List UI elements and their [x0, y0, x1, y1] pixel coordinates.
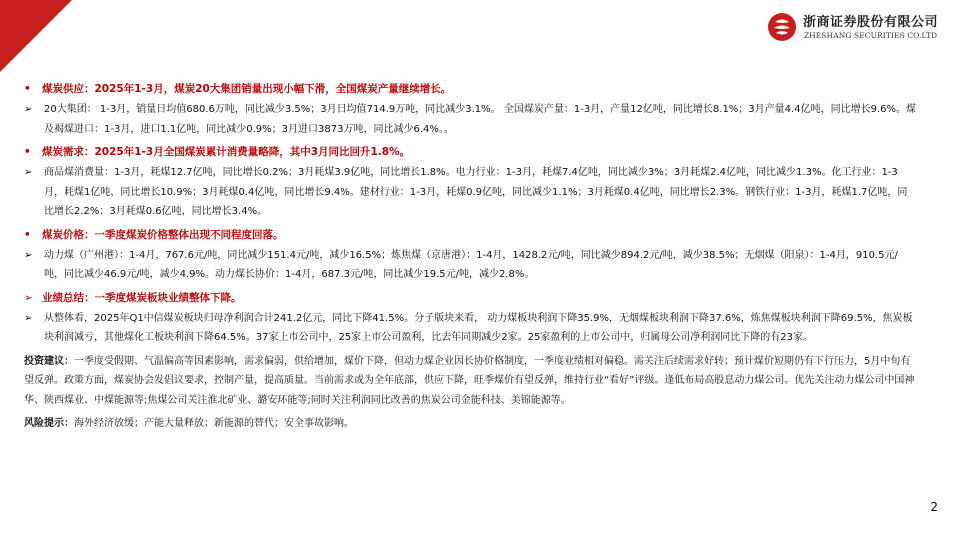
logo-company-name-cn: 浙商证券股份有限公司	[802, 15, 938, 30]
arrow-bullet-icon: ➢	[24, 249, 33, 261]
section-heading-supply	[24, 78, 916, 100]
section-heading-price	[24, 224, 916, 246]
risk-warning-text: 海外经济放缓；产能大量释放；新能源的替代；安全事故影响。	[74, 418, 354, 429]
bullet-text: 从整体看，2025年Q1中信煤炭板块归母净利润合计241.2亿元，同比下降41.5%。分子版块来看， 动力煤板块利润下降35.9%，无烟煤板块利润下降37.6%，炼焦煤板块利润下降69.5%，焦炭板块利润减亏，其他煤化工板块利润下降64.5%。37家上市公司中，25家上市公司盈利，比去年同期减少2家。25家盈利的上市公司中，归属母公司净利润同比下降的有23家。	[44, 312, 913, 343]
bullet-text: 商品煤消费量：1-3月，耗煤12.7亿吨，同比增长0.2%；3月耗煤3.9亿吨，同比增长1.8%。电力行业：1-3月，耗煤7.4亿吨，同比减少3%；3月耗煤2.4亿吨，同比减少1.3%。化工行业：1-3月，耗煤1亿吨，同比增长10.9%；3月耗煤0.4亿吨，同比增长9.4%。建材行业：1-3月，耗煤0.9亿吨，同比减少1.1%；3月耗煤0.4亿吨，同比增长2.3%。钢铁行业：1-3月，耗煤1.7亿吨，同比增长2.2%；3月耗煤0.6亿吨，同比增长3.4%。	[44, 167, 908, 217]
corner-accent-triangle	[0, 0, 72, 72]
heading-bullet-icon: •	[24, 83, 31, 95]
heading-bullet-icon: •	[24, 228, 31, 241]
investment-advice	[24, 352, 916, 411]
bullet-price	[24, 246, 916, 285]
logo-text	[803, 14, 938, 40]
bullet-text: 动力煤（广州港）：1-4月，767.6元/吨，同比减少151.4元/吨，减少16.5%；炼焦煤（京唐港）：1-4月，1428.2元/吨，同比减少894.2元/吨，减少38.5%；无烟煤（阳泉）：1-4月，910.5元/吨，同比减少46.9元/吨，减少4.9%。动力煤长协价：1-4月，687.3元/吨，同比减少19.5元/吨，减少2.8%。	[44, 249, 898, 280]
logo-company-name-en: ZHESHANG SECURITIES CO.LTD	[803, 31, 938, 40]
company-logo	[767, 12, 938, 42]
zheshang-logo-icon	[767, 12, 797, 42]
bullet-supply	[24, 100, 916, 139]
bullet-demand	[24, 163, 916, 222]
investment-advice-text: 一季度受假期、气温偏高等因素影响，需求偏弱，供给增加，煤价下降，但动力煤企业因长协价格制度，一季度业绩相对偏稳。需关注后续需求好转；预计煤价短期仍有下行压力，5月中旬有望反弹。政策方面，煤炭协会发倡议要求，控制产量，提高质量。当前需求或为全年底部，供应下降，旺季煤价有望反弹，维持行业“看好”评级。逢低布局高股息动力煤公司。优先关注动力煤公司中国神华、陕西煤业、中煤能源等;焦煤公司关注淮北矿业、潞安环能等;同时关注利润同比改善的焦炭公司金能科技、美锦能源等。	[24, 355, 915, 406]
heading-arrow-icon: ➢	[24, 291, 33, 304]
heading-text: 业绩总结：一季度煤炭板块业绩整体下降。	[42, 291, 242, 304]
bullet-text: 20大集团： 1-3月，销量日均值680.6万吨，同比减少3.5%；3月日均值714.9万吨，同比减少3.1%。 全国煤炭产量：1-3月，产量12亿吨，同比增长8.1%；3月产量4.4亿吨，同比增长9.6%。煤及褐煤进口：1-3月，进口1.1亿吨，同比减少0.9%；3月进口3873万吨，同比减少6.4%。。	[44, 104, 916, 135]
arrow-bullet-icon: ➢	[24, 104, 33, 115]
arrow-bullet-icon: ➢	[24, 167, 33, 178]
section-heading-demand	[24, 141, 916, 163]
heading-bullet-icon: •	[24, 146, 31, 158]
heading-text: 煤炭价格：一季度煤炭价格整体出现不同程度回落。	[42, 228, 284, 241]
investment-advice-label: 投资建议：	[24, 355, 74, 367]
section-heading-performance	[24, 287, 916, 309]
arrow-bullet-icon: ➢	[24, 312, 33, 324]
page-number: 2	[930, 500, 938, 514]
slide-content	[24, 78, 916, 434]
risk-warning-label: 风险提示：	[24, 418, 74, 429]
heading-text: 煤炭需求：2025年1-3月全国煤炭累计消费量略降，其中3月同比回升1.8%。	[42, 146, 411, 158]
heading-text: 煤炭供应：2025年1-3月，煤炭20大集团销量出现小幅下滑，全国煤炭产量继续增长。	[42, 83, 452, 95]
bullet-performance	[24, 309, 916, 348]
risk-warning	[24, 414, 916, 434]
